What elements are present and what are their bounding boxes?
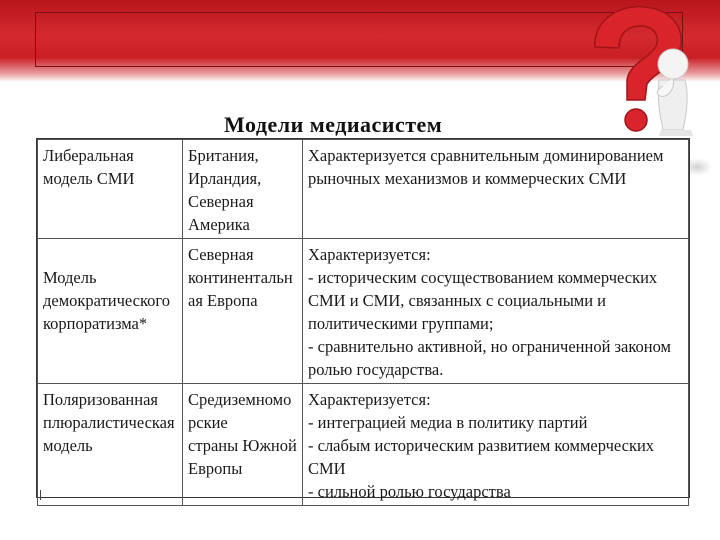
cell-line: Северная <box>188 245 254 264</box>
slide-title: Модели медиасистем <box>224 112 443 137</box>
cell-line: Ирландия, <box>188 169 262 188</box>
cell-line: Характеризуется сравнительным доминированием <box>308 146 664 165</box>
cell-line: ая Европа <box>188 291 258 310</box>
cell-line: СМИ <box>308 459 346 478</box>
cell-line <box>43 243 177 266</box>
thinking-person-question-mark-icon <box>575 2 705 137</box>
cell-line: модель <box>43 436 93 455</box>
cell-line: страны Южной <box>188 436 297 455</box>
model-cell <box>38 140 183 239</box>
cell-line: Северная <box>188 192 254 211</box>
model-cell <box>38 384 183 506</box>
table-row <box>38 384 689 506</box>
cell-line: Америка <box>188 215 250 234</box>
cell-line: Средиземномо <box>188 390 292 409</box>
cell-line: Поляризованная <box>43 390 158 409</box>
cell-line: ролью государства. <box>308 360 444 379</box>
cell-line: рыночных механизмов и коммерческих СМИ <box>308 169 627 188</box>
region-cell <box>183 140 303 239</box>
cell-line: Характеризуется: <box>308 390 431 409</box>
cell-line: политическими группами; <box>308 314 494 333</box>
cell-line: плюралистическая <box>43 413 175 432</box>
cell-line: Британия, <box>188 146 259 165</box>
cell-line: Характеризуется: <box>308 245 431 264</box>
media-models-table <box>36 138 690 501</box>
table-row <box>38 140 689 239</box>
cell-line: модель СМИ <box>43 169 135 188</box>
cell-line: - интеграцией медиа в политику партий <box>308 413 588 432</box>
description-cell <box>303 384 689 506</box>
cell-line: - сравнительно активной, но ограниченной законом <box>308 337 671 356</box>
cell-line: - историческим сосуществованием коммерческих <box>308 268 658 287</box>
cell-line: - слабым историческим развитием коммерческих <box>308 436 655 455</box>
cell-line: СМИ и СМИ, связанных с социальными и <box>308 291 607 310</box>
description-cell <box>303 239 689 384</box>
cell-line: демократического <box>43 291 171 310</box>
margin-tick <box>40 490 41 500</box>
cell-line: Модель <box>43 268 97 287</box>
region-cell <box>183 384 303 506</box>
table-row <box>38 239 689 384</box>
cell-line: Либеральная <box>43 146 134 165</box>
description-cell <box>303 140 689 239</box>
cell-line: Европы <box>188 459 243 478</box>
cell-line: - сильной ролью государства <box>308 482 511 501</box>
cell-line: континентальн <box>188 268 293 287</box>
model-cell <box>38 239 183 384</box>
cell-line: корпоратизма* <box>43 314 148 333</box>
cell-line: рские <box>188 413 228 432</box>
region-cell <box>183 239 303 384</box>
